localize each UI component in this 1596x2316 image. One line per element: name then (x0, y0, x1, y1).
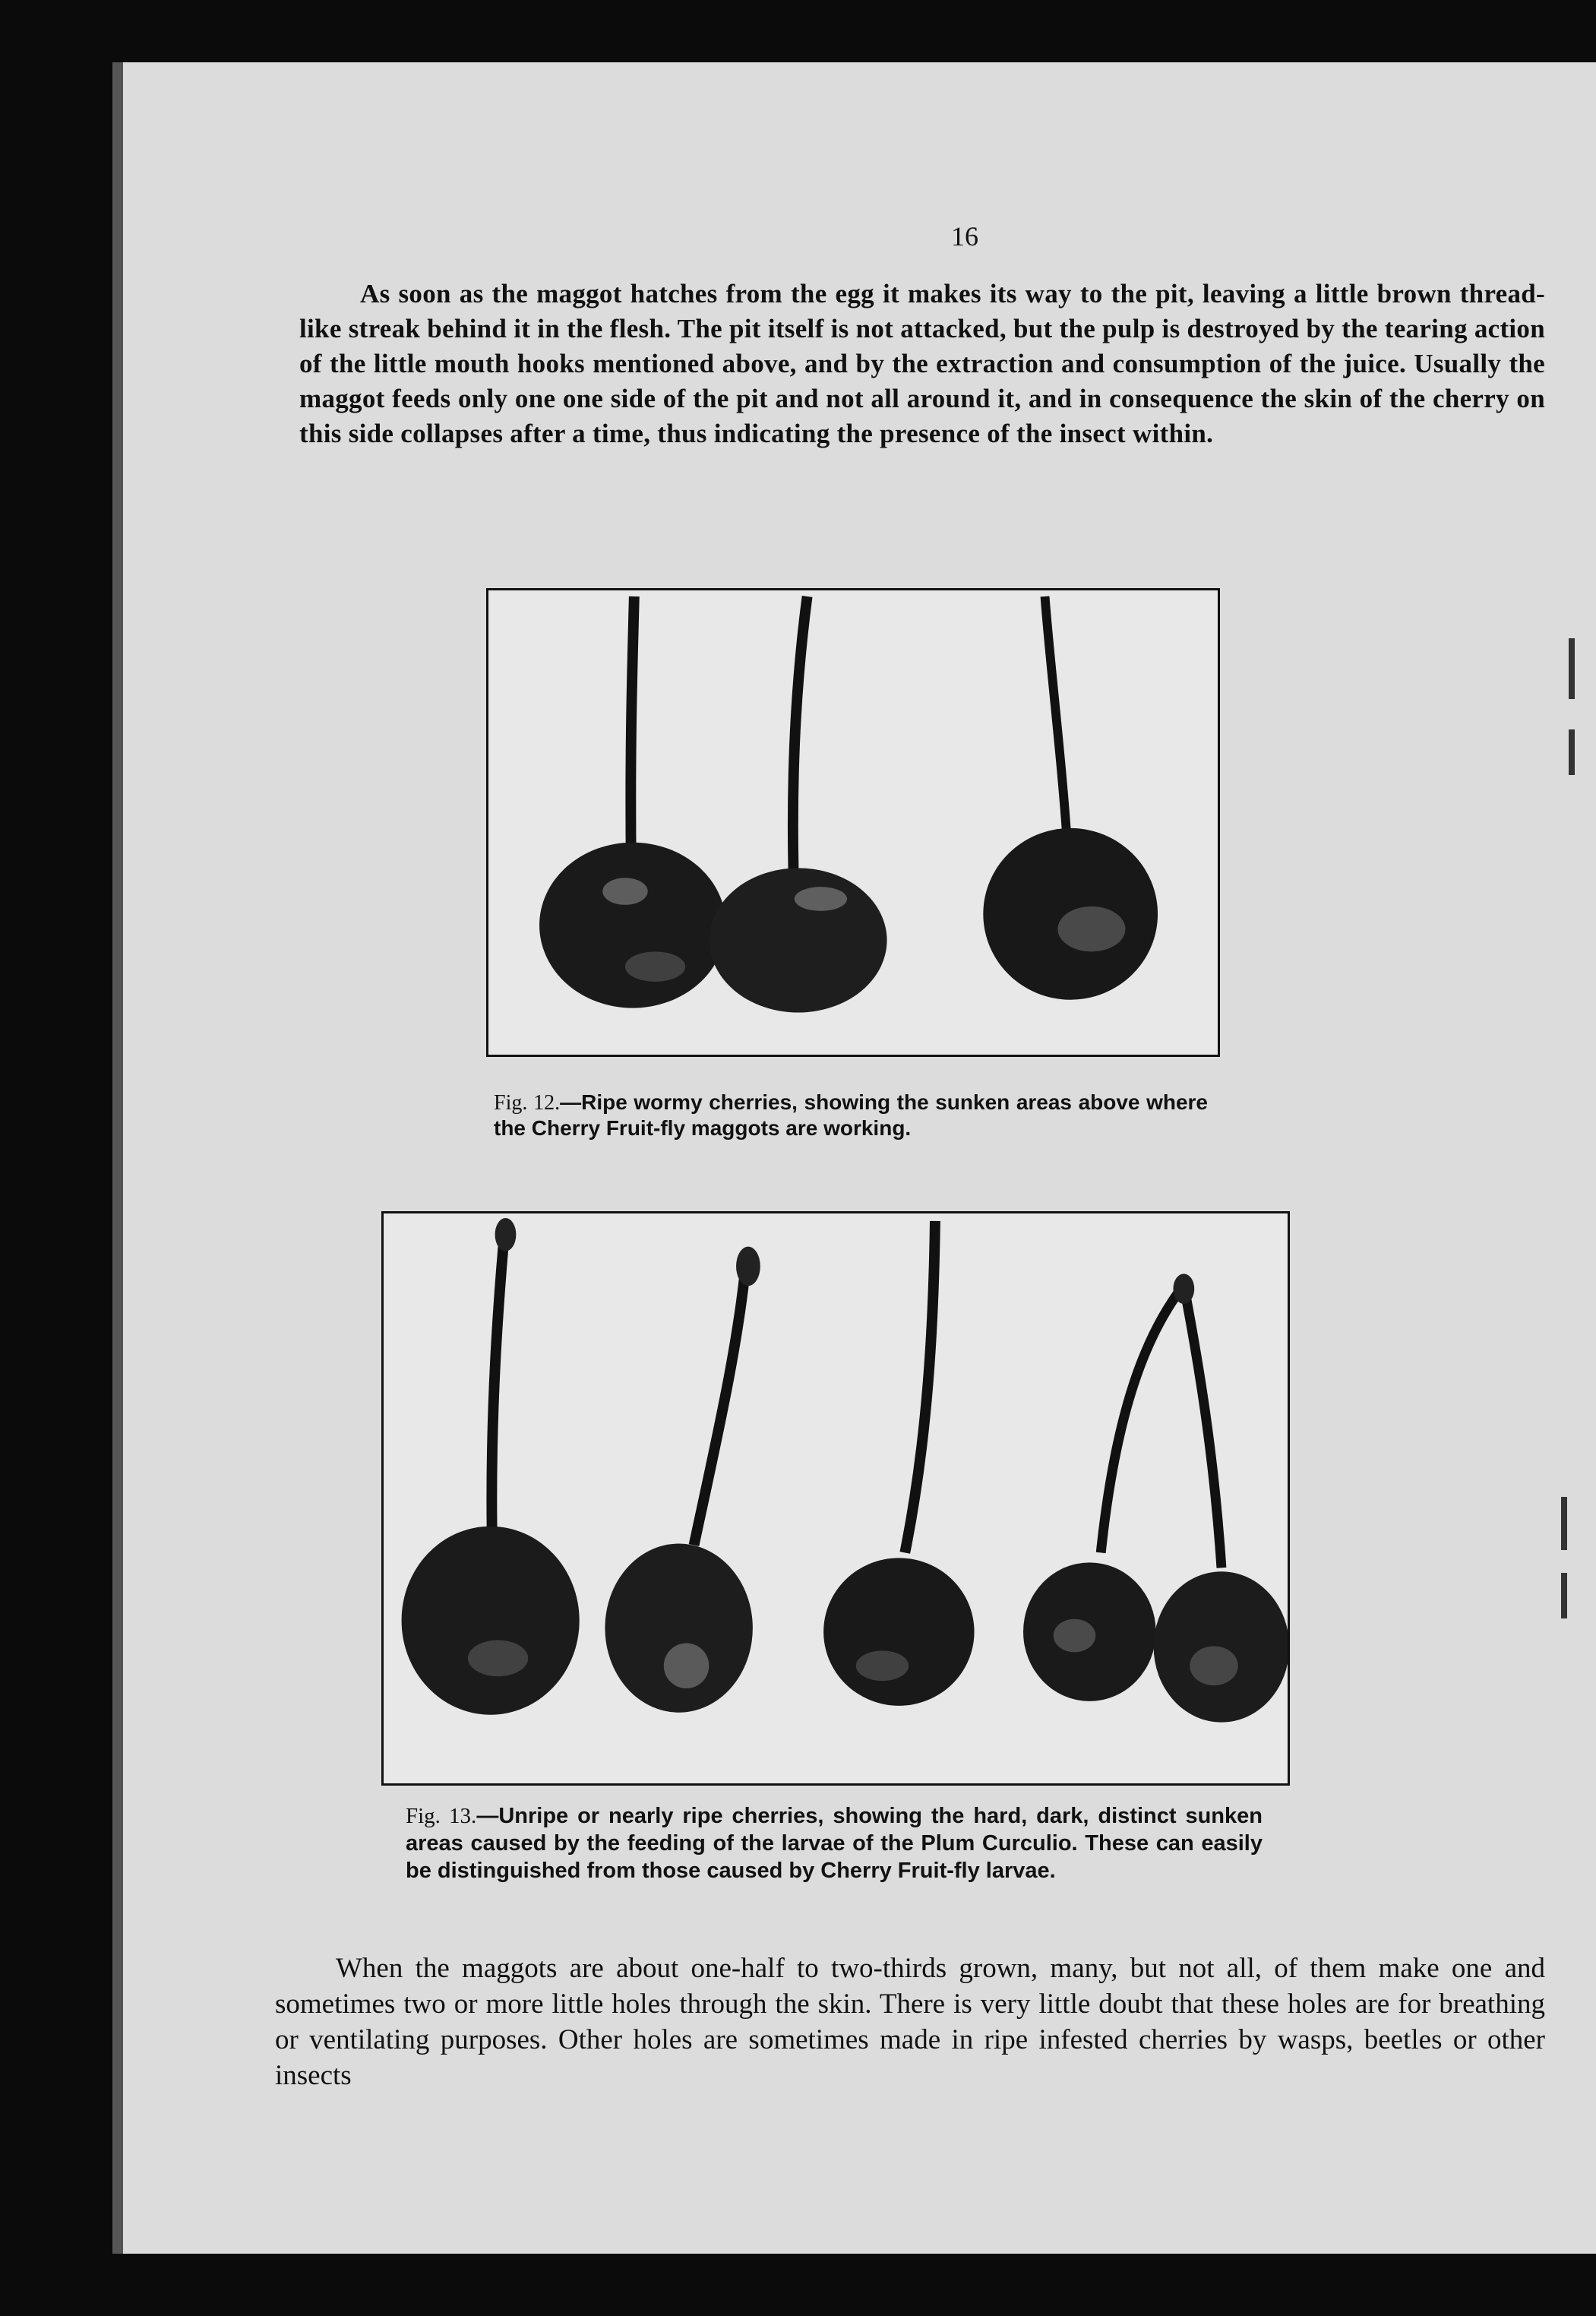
figure-12-caption (494, 1090, 1208, 1141)
document-page (112, 62, 1596, 2254)
figure-12-caption-text: —Ripe wormy cherries, showing the sunken areas above where the Cherry Fruit-fly maggots are working. (494, 1090, 1208, 1140)
ripe-wormy-cherries-photo (488, 590, 1218, 1055)
page-number: 16 (951, 221, 978, 252)
cherry-fruit (402, 1527, 580, 1715)
figure-13-label: Fig. 13. (406, 1804, 477, 1828)
figure-13-caption-text: —Unripe or nearly ripe cherries, showing the hard, dark, distinct sunken areas caused by the feeding of the larvae of the Plum Curculio. These can easily be distinguished from those caused by Cherry Fruit-fly larvae. (406, 1804, 1263, 1883)
cherry-fruit (605, 1544, 752, 1713)
cherry-fruit (1154, 1571, 1288, 1722)
cherry-fruit (823, 1558, 974, 1705)
figure-13-image (381, 1211, 1290, 1786)
paragraph-breathing-holes: When the maggots are about one-half to two-thirds grown, many, but not all, of them make one and sometimes two or more little holes through the skin. There is very little doubt that these holes are for breathing or ventilating purposes. Other holes are sometimes made in ripe infested cherries by wasps, beetles or other insects (275, 1953, 1545, 2091)
figure-12-label: Fig. 12. (494, 1091, 561, 1115)
cherry-fruit (539, 843, 726, 1008)
unripe-cherries-photo (384, 1213, 1288, 1783)
cherry-fruit (710, 868, 887, 1012)
paragraph-maggot-hatching: As soon as the maggot hatches from the egg it makes its way to the pit, leaving a little brown thread-like streak behind it in the flesh. The pit itself is not attacked, but the pulp is destroyed by the tearing action of the little mouth hooks mentioned above, and by the extraction and consumption of the juice. Usually the maggot feeds only one one side of the pit and not all around it, and in consequence the skin of the cherry on this side collapses after a time, thus indicating the presence of the insect within. (299, 279, 1545, 448)
cherry-stem (630, 596, 634, 868)
figure-13-caption (406, 1802, 1263, 1884)
figure-12-image (486, 588, 1220, 1057)
